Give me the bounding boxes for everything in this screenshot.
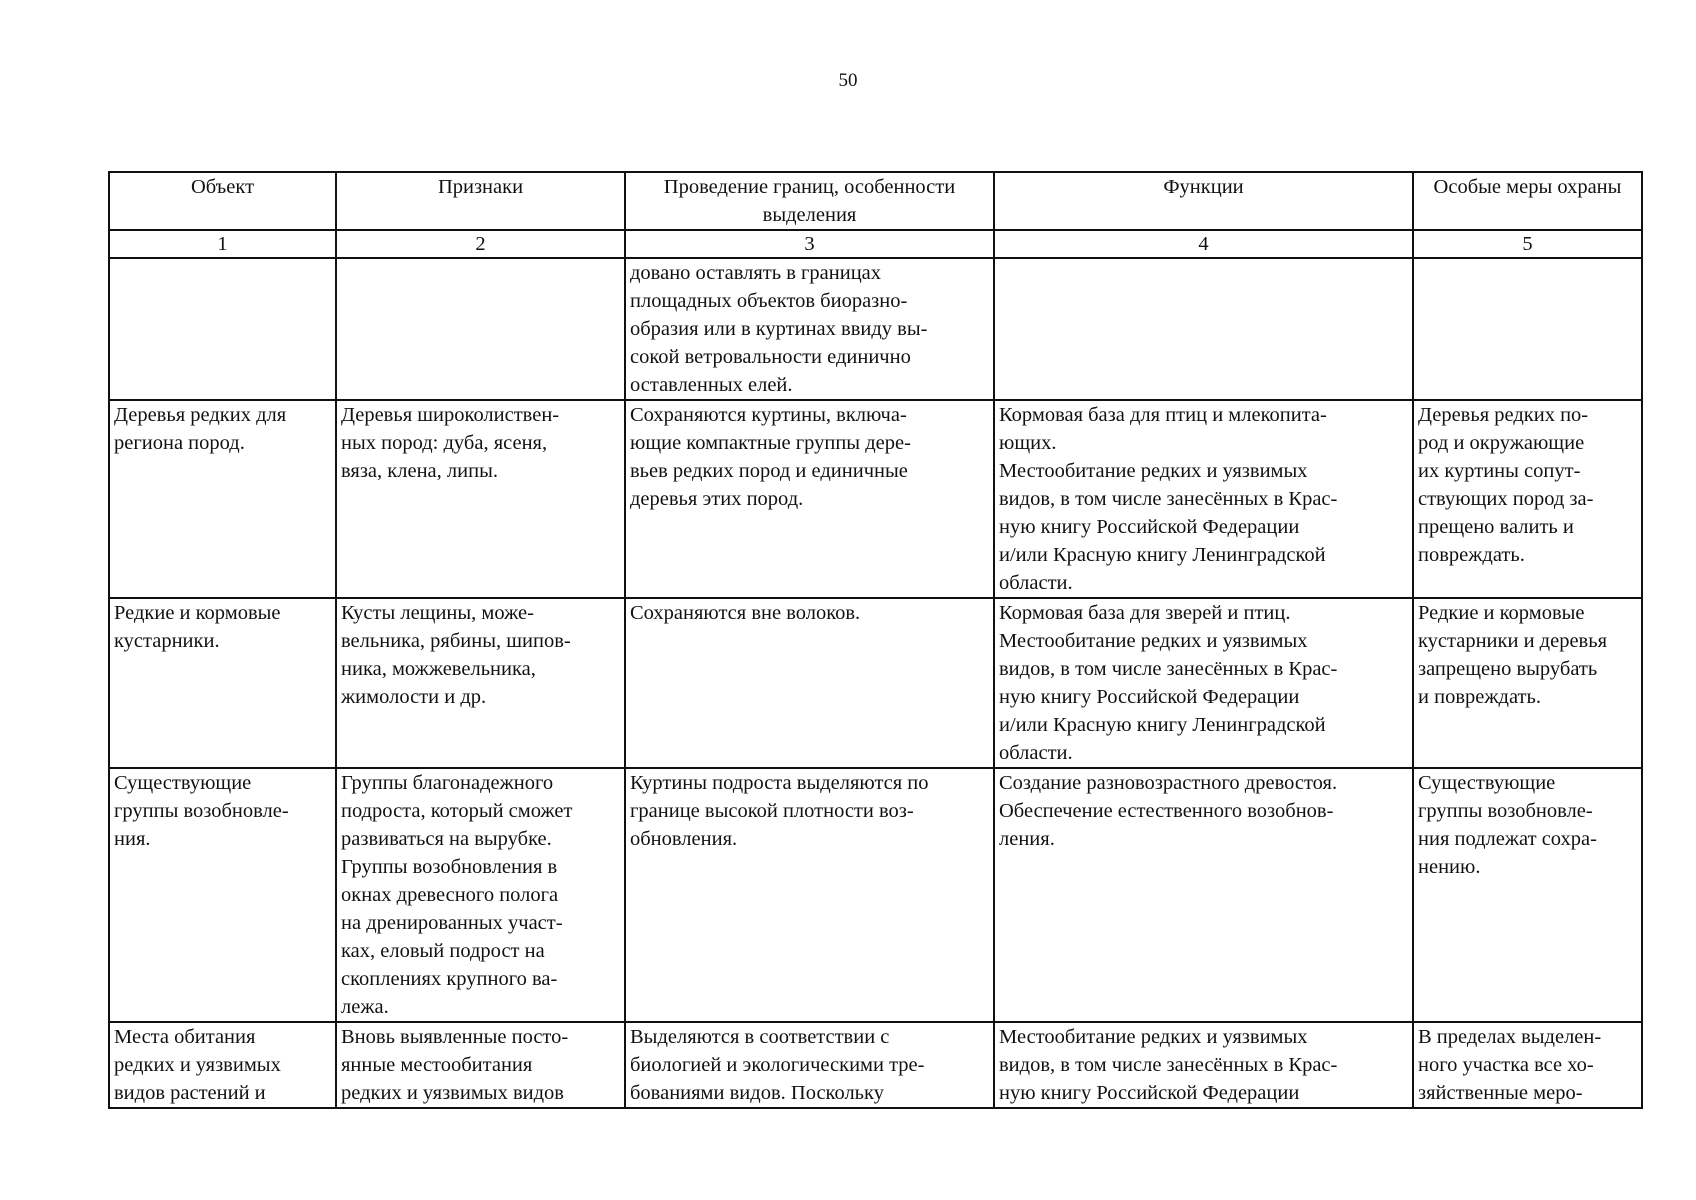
cell-text-line: Редкие и кормовые xyxy=(114,602,281,624)
cell-text-line: Группы возобновления в xyxy=(341,856,558,878)
page-number: 50 xyxy=(838,70,858,91)
cell-text-line: ных пород: дуба, ясеня, xyxy=(341,432,548,454)
cell-functions xyxy=(994,400,1413,598)
column-number: 4 xyxy=(994,230,1413,258)
cell-text-line: ющие компактные группы дере- xyxy=(630,432,911,454)
cell-text-line: Сохраняются куртины, включа- xyxy=(630,404,907,426)
cell-text-line: ную книгу Российской Федерации xyxy=(999,1082,1300,1104)
column-number-row xyxy=(109,230,1642,258)
cell-text-line: окнах древесного полога xyxy=(341,884,559,906)
cell-text-line: Местообитание редких и уязвимых xyxy=(999,1026,1308,1048)
cell-text-line: группы возобновле- xyxy=(1418,800,1593,822)
cell-functions xyxy=(994,598,1413,768)
cell-text-line: довано оставлять в границах xyxy=(630,262,882,284)
column-number: 3 xyxy=(625,230,994,258)
header-object: Объект xyxy=(109,172,336,230)
table-row xyxy=(109,258,1642,400)
cell-text-line: обновления. xyxy=(630,828,738,850)
cell-text-line: Существующие xyxy=(114,772,252,794)
table-row xyxy=(109,598,1642,768)
cell-boundaries xyxy=(625,768,994,1022)
cell-text-line: группы возобновле- xyxy=(114,800,289,822)
header-functions: Функции xyxy=(994,172,1413,230)
cell-protection-measures xyxy=(1413,258,1642,400)
cell-text-line: Деревья редких по- xyxy=(1418,404,1589,426)
cell-text-line: вяза, клена, липы. xyxy=(341,460,498,482)
cell-object xyxy=(109,598,336,768)
cell-text-line: ления. xyxy=(999,828,1055,850)
cell-functions xyxy=(994,768,1413,1022)
cell-text-line: жимолости и др. xyxy=(341,686,487,708)
cell-features xyxy=(336,1022,625,1108)
cell-text-line: зяйственные меро- xyxy=(1418,1082,1583,1104)
cell-protection-measures xyxy=(1413,1022,1642,1108)
header-features: Признаки xyxy=(336,172,625,230)
cell-text-line: видов растений и xyxy=(114,1082,266,1104)
cell-functions xyxy=(994,258,1413,400)
cell-object xyxy=(109,258,336,400)
cell-text-line: Местообитание редких и уязвимых xyxy=(999,460,1308,482)
cell-text-line: ную книгу Российской Федерации xyxy=(999,686,1300,708)
cell-text-line: нению. xyxy=(1418,856,1481,878)
cell-text-line: скоплениях крупного ва- xyxy=(341,968,558,990)
cell-protection-measures xyxy=(1413,768,1642,1022)
cell-text-line: подроста, который сможет xyxy=(341,800,573,822)
cell-text-line: ника, можжевельника, xyxy=(341,658,536,680)
table-row xyxy=(109,1022,1642,1108)
cell-text-line: вельника, рябины, шипов- xyxy=(341,630,571,652)
cell-boundaries xyxy=(625,1022,994,1108)
cell-text-line: границе высокой плотности воз- xyxy=(630,800,914,822)
table-body xyxy=(109,258,1642,1108)
table-row xyxy=(109,768,1642,1022)
cell-text-line: Куртины подроста выделяются по xyxy=(630,772,929,794)
cell-text-line: янные местообитания xyxy=(341,1054,533,1076)
cell-text-line: кустарники. xyxy=(114,630,220,652)
cell-text-line: Сохраняются вне волоков. xyxy=(630,602,861,624)
cell-boundaries xyxy=(625,400,994,598)
cell-text-line: прещено валить и xyxy=(1418,516,1574,538)
cell-text-line: Группы благонадежного xyxy=(341,772,554,794)
cell-text-line: Деревья широколиствен- xyxy=(341,404,560,426)
cell-text-line: видов, в том числе занесённых в Крас- xyxy=(999,488,1338,510)
cell-text-line: Существующие xyxy=(1418,772,1556,794)
cell-text-line: запрещено вырубать xyxy=(1418,658,1598,680)
cell-text-line: лежа. xyxy=(341,996,389,1018)
cell-text-line: В пределах выделен- xyxy=(1418,1026,1602,1048)
cell-text-line: Выделяются в соответствии с xyxy=(630,1026,890,1048)
cell-functions xyxy=(994,1022,1413,1108)
cell-object xyxy=(109,768,336,1022)
cell-text-line: вьев редких пород и единичные xyxy=(630,460,908,482)
cell-text-line: ющих. xyxy=(999,432,1057,454)
cell-text-line: редких и уязвимых xyxy=(114,1054,281,1076)
cell-text-line: и/или Красную книгу Ленинградской xyxy=(999,714,1326,736)
cell-text-line: деревья этих пород. xyxy=(630,488,804,510)
cell-features xyxy=(336,400,625,598)
cell-text-line: Вновь выявленные посто- xyxy=(341,1026,569,1048)
cell-text-line: оставленных елей. xyxy=(630,374,793,396)
cell-text-line: повреждать. xyxy=(1418,544,1525,566)
header-protection-measures: Особые меры охраны xyxy=(1413,172,1642,230)
cell-text-line: кустарники и деревья xyxy=(1418,630,1608,652)
cell-text-line: их куртины сопут- xyxy=(1418,460,1581,482)
cell-features xyxy=(336,258,625,400)
cell-features xyxy=(336,768,625,1022)
cell-text-line: видов, в том числе занесённых в Крас- xyxy=(999,1054,1338,1076)
header-boundaries: Проведение границ, особенности выделения xyxy=(625,172,994,230)
cell-text-line: ках, еловый подрост на xyxy=(341,940,545,962)
cell-object xyxy=(109,400,336,598)
cell-boundaries xyxy=(625,258,994,400)
cell-boundaries xyxy=(625,598,994,768)
cell-text-line: и/или Красную книгу Ленинградской xyxy=(999,544,1326,566)
table-row xyxy=(109,400,1642,598)
cell-text-line: Места обитания xyxy=(114,1026,256,1048)
cell-text-line: образия или в куртинах ввиду вы- xyxy=(630,318,928,340)
cell-text-line: на дренированных участ- xyxy=(341,912,563,934)
cell-text-line: региона пород. xyxy=(114,432,245,454)
cell-text-line: бованиями видов. Поскольку xyxy=(630,1082,884,1104)
cell-text-line: видов, в том числе занесённых в Крас- xyxy=(999,658,1338,680)
cell-text-line: площадных объектов биоразно- xyxy=(630,290,908,312)
cell-text-line: ствующих пород за- xyxy=(1418,488,1594,510)
protection-measures-table xyxy=(108,171,1643,1109)
cell-object xyxy=(109,1022,336,1108)
cell-text-line: Кусты лещины, може- xyxy=(341,602,534,624)
column-number: 1 xyxy=(109,230,336,258)
cell-text-line: ную книгу Российской Федерации xyxy=(999,516,1300,538)
cell-text-line: род и окружающие xyxy=(1418,432,1585,454)
cell-text-line: области. xyxy=(999,572,1073,594)
cell-text-line: области. xyxy=(999,742,1073,764)
cell-text-line: и повреждать. xyxy=(1418,686,1541,708)
cell-text-line: развиваться на вырубке. xyxy=(341,828,552,850)
column-number: 2 xyxy=(336,230,625,258)
cell-text-line: сокой ветровальности единично xyxy=(630,346,911,368)
cell-features xyxy=(336,598,625,768)
cell-text-line: Кормовая база для птиц и млекопита- xyxy=(999,404,1327,426)
cell-text-line: Деревья редких для xyxy=(114,404,287,426)
cell-text-line: Редкие и кормовые xyxy=(1418,602,1585,624)
cell-text-line: ния подлежат сохра- xyxy=(1418,828,1597,850)
cell-text-line: Кормовая база для зверей и птиц. xyxy=(999,602,1291,624)
cell-protection-measures xyxy=(1413,400,1642,598)
cell-protection-measures xyxy=(1413,598,1642,768)
table-header-row xyxy=(109,172,1642,230)
cell-text-line: биологией и экологическими тре- xyxy=(630,1054,925,1076)
cell-text-line: ного участка все хо- xyxy=(1418,1054,1594,1076)
cell-text-line: ния. xyxy=(114,828,151,850)
column-number: 5 xyxy=(1413,230,1642,258)
cell-text-line: Обеспечение естественного возобнов- xyxy=(999,800,1334,822)
cell-text-line: Местообитание редких и уязвимых xyxy=(999,630,1308,652)
cell-text-line: редких и уязвимых видов xyxy=(341,1082,564,1104)
cell-text-line: Создание разновозрастного древостоя. xyxy=(999,772,1338,794)
